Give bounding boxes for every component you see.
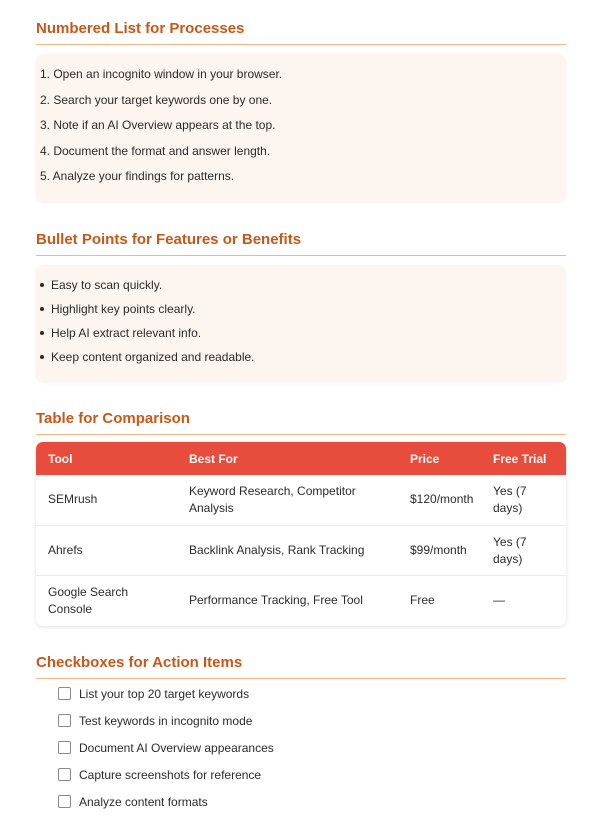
list-item: 5. Analyze your findings for patterns.: [40, 169, 235, 183]
table-section-title: Table for Comparison: [36, 410, 566, 435]
list-item: 3. Note if an AI Overview appears at the top.: [40, 118, 276, 132]
table-cell-price: Free: [410, 593, 435, 607]
checklist-item-label: List your top 20 target keywords: [79, 687, 250, 701]
list-item-label: Help AI extract relevant info.: [51, 326, 202, 340]
checklist-item-label: Document AI Overview appearances: [79, 741, 274, 755]
table-cell-best-for: Backlink Analysis, Rank Tracking: [189, 543, 365, 557]
bullet-icon: [40, 283, 44, 287]
list-item: 2. Search your target keywords one by one.: [40, 93, 273, 107]
list-item-label: Keep content organized and readable.: [51, 350, 255, 364]
list-item: [40, 278, 162, 292]
checkbox[interactable]: [58, 768, 71, 781]
table-cell-tool: Google Search Console: [48, 585, 129, 616]
numbered-section-title: Numbered List for Processes: [36, 20, 566, 45]
bullet-icon: [40, 307, 44, 311]
table-cell-free-trial: Yes (7 days): [493, 484, 527, 515]
table-cell-free-trial: —: [493, 593, 505, 607]
bullet-list-panel: [36, 265, 566, 382]
list-item: [40, 350, 255, 364]
checkboxes-section-title: Checkboxes for Action Items: [36, 654, 566, 679]
checkbox[interactable]: [58, 795, 71, 808]
column-header-price: Price: [410, 452, 440, 466]
table-header-row: [36, 442, 566, 475]
table-cell-best-for: Performance Tracking, Free Tool: [189, 593, 363, 607]
list-item: [40, 302, 196, 316]
list-item-label: Easy to scan quickly.: [51, 278, 163, 292]
table-row: [36, 475, 566, 525]
column-header-free-trial: Free Trial: [493, 452, 547, 466]
list-item: 1. Open an incognito window in your browser.: [40, 67, 283, 81]
numbered-list-panel: [36, 54, 566, 202]
table-cell-best-for: Keyword Research, Competitor Analysis: [189, 484, 356, 515]
bullets-section-title: Bullet Points for Features or Benefits: [36, 231, 566, 256]
table-cell-price: $99/month: [410, 543, 467, 557]
checklist-item-label: Capture screenshots for reference: [79, 768, 262, 782]
table-cell-tool: SEMrush: [48, 492, 98, 506]
list-item-label: Highlight key points clearly.: [51, 302, 196, 316]
checkbox[interactable]: [58, 687, 71, 700]
table-cell-free-trial: Yes (7 days): [493, 535, 527, 566]
bullet-icon: [40, 331, 44, 335]
column-header-best-for: Best For: [189, 452, 238, 466]
checkbox[interactable]: [58, 714, 71, 727]
column-header-tool: Tool: [48, 452, 73, 466]
bullet-icon: [40, 355, 44, 359]
checklist-item-label: Test keywords in incognito mode: [79, 714, 253, 728]
checkbox[interactable]: [58, 741, 71, 754]
list-item: [40, 326, 201, 340]
table-cell-price: $120/month: [410, 492, 474, 506]
table-row: [36, 575, 566, 625]
list-item: 4. Document the format and answer length.: [40, 144, 271, 158]
comparison-table: [36, 442, 566, 626]
table-row: [36, 525, 566, 575]
checklist-item-label: Analyze content formats: [79, 795, 208, 809]
table-cell-tool: Ahrefs: [48, 543, 83, 557]
